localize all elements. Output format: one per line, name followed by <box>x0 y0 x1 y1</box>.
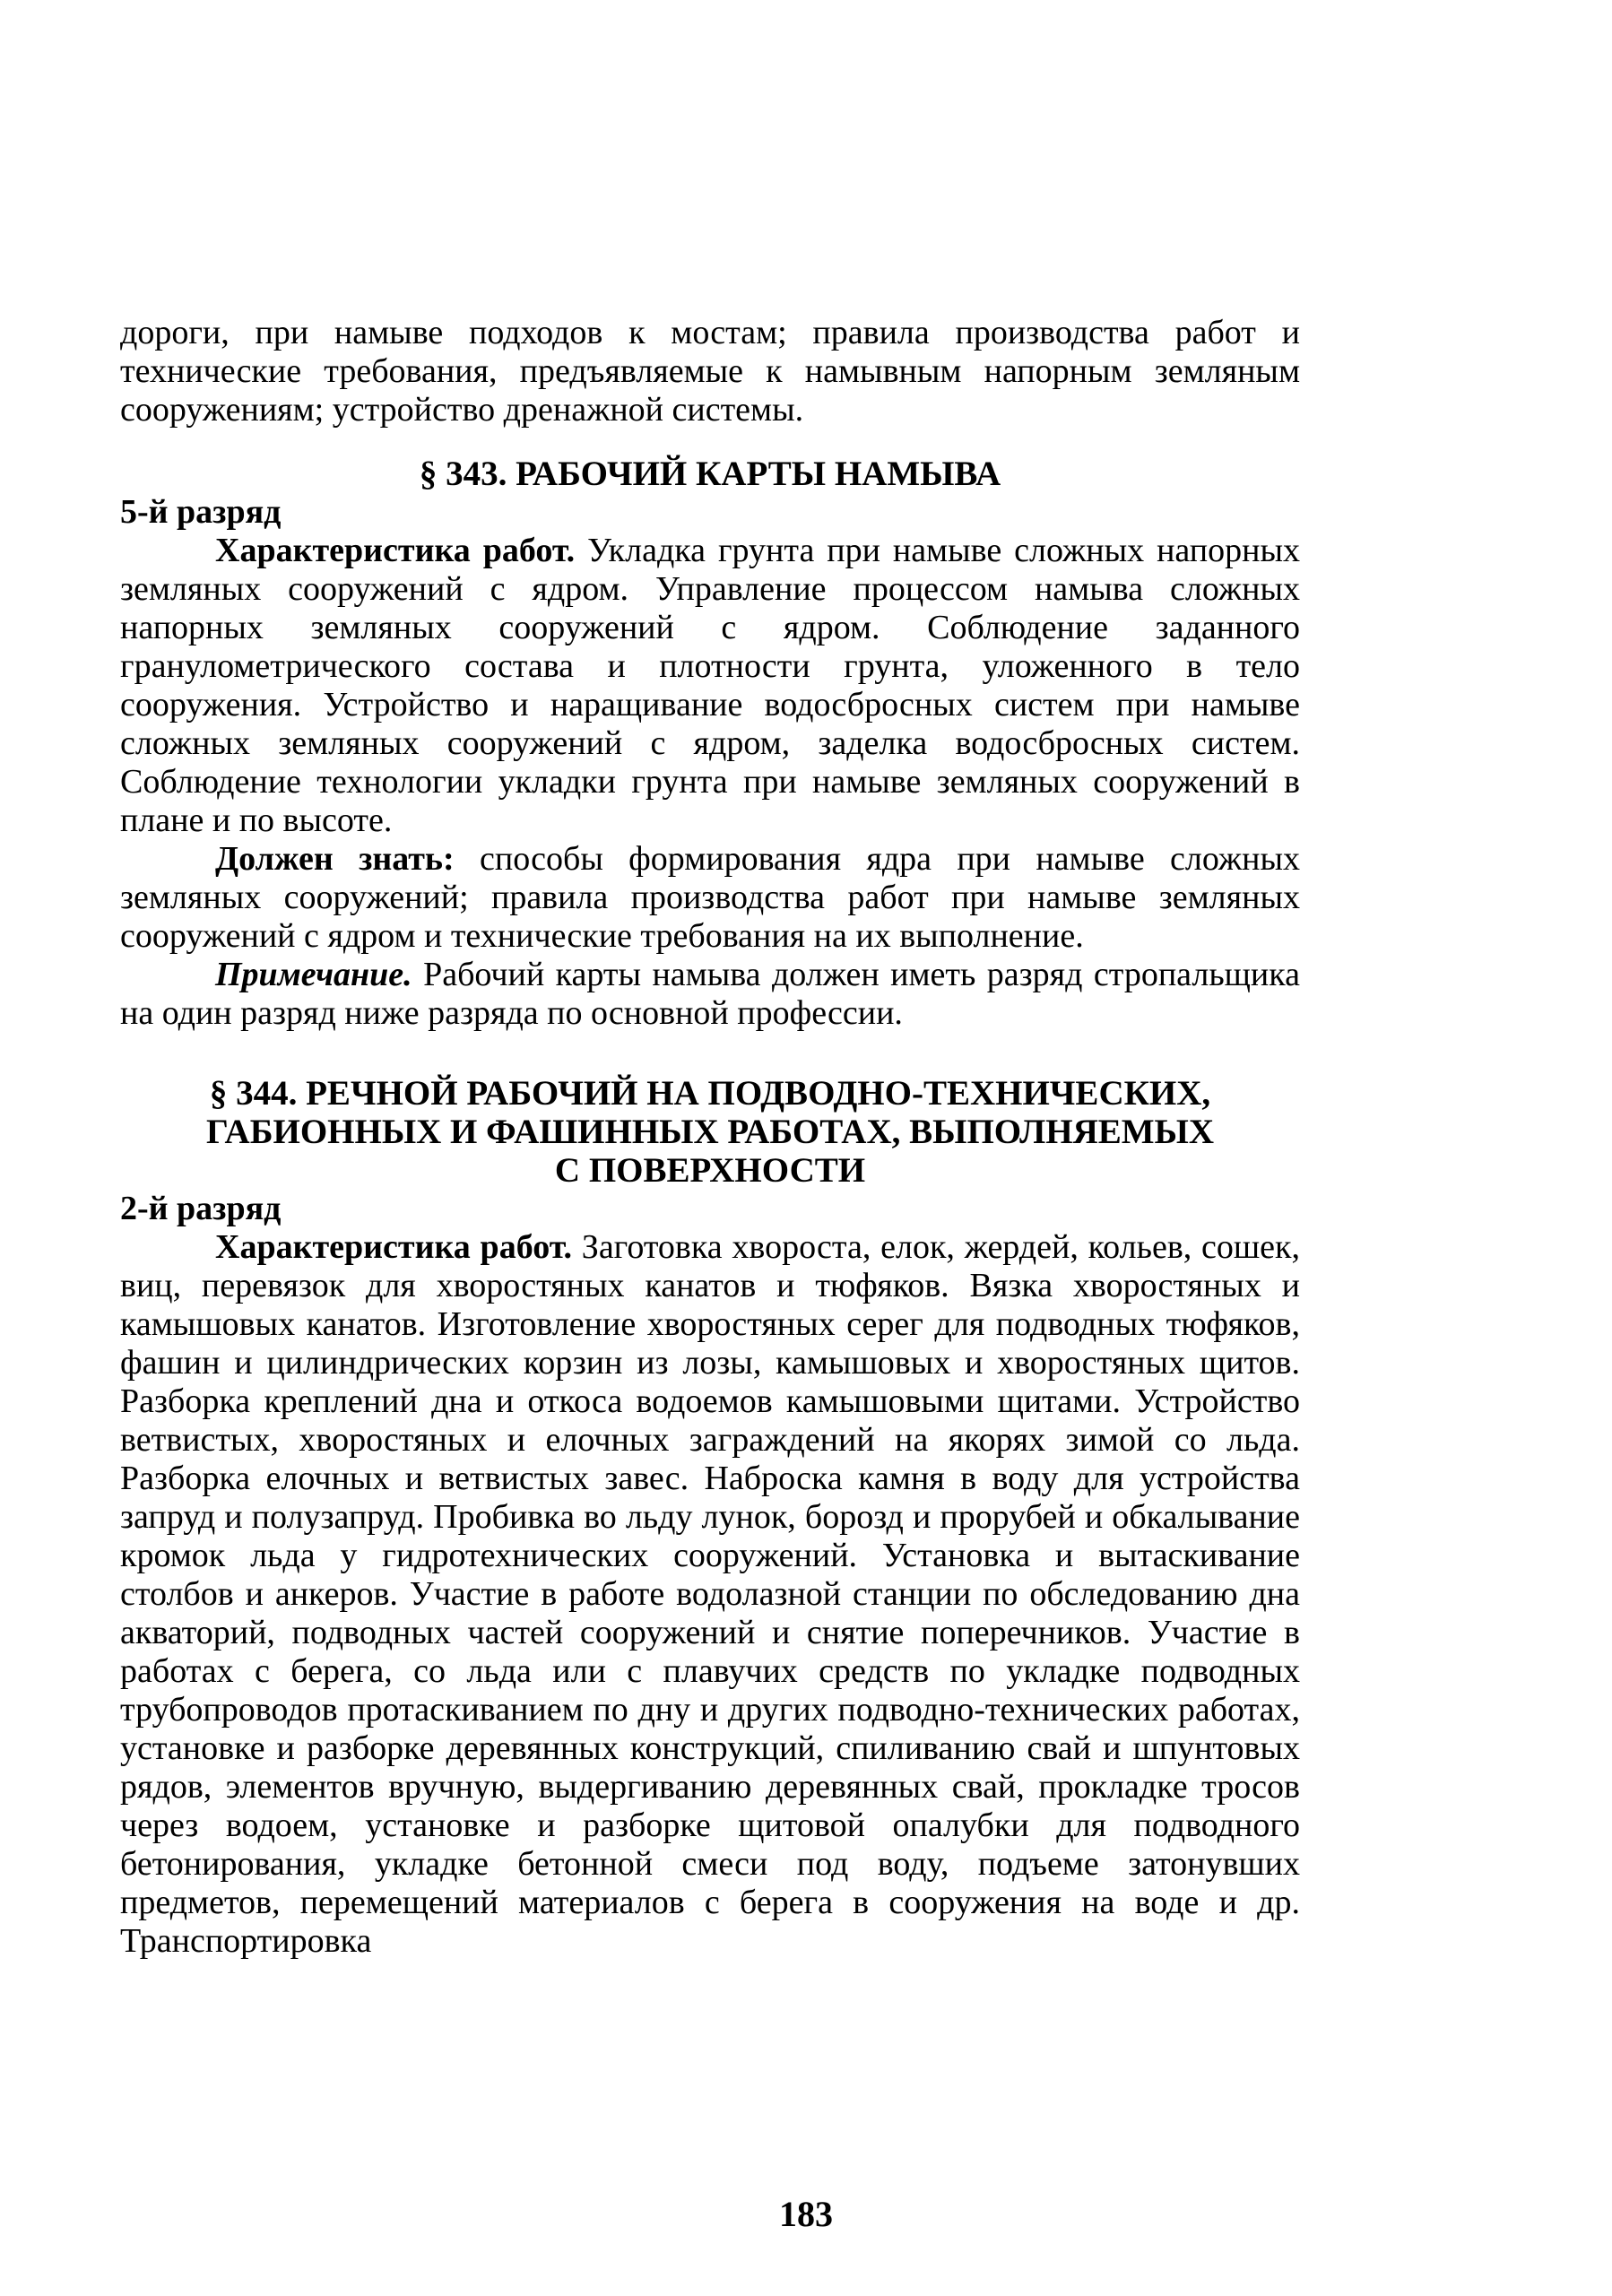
section-343-know-paragraph <box>120 840 1300 956</box>
section-343-title: § 343. РАБОЧИЙ КАРТЫ НАМЫВА <box>419 455 1001 493</box>
section-344-title-line-1: § 344. РЕЧНОЙ РАБОЧИЙ НА ПОДВОДНО-ТЕХНИЧЕСКИХ, <box>209 1074 1211 1113</box>
section-344-grade: 2-й разряд <box>120 1190 282 1227</box>
section-343-work-lead: Характеристика работ. <box>215 532 576 569</box>
section-343-note-paragraph <box>120 956 1300 1033</box>
section-343-note-lead: Примечание. <box>215 956 412 993</box>
section-343-work-paragraph <box>120 532 1300 840</box>
section-344-title <box>120 1074 1300 1190</box>
section-343-grade: 5-й разряд <box>120 493 282 531</box>
section-343-work-text: Укладка грунта при намыве сложных напорных земляных сооружений с ядром. Управление процессом намыва сложных напорных земляных сооружений с ядром. Соблюдение заданного гранулометрического состава и плотности грунта, уложенного в тело сооружения. Устройство и наращивание водосбросных систем при намыве сложных земляных сооружений с ядром, заделка водосбросных систем. Соблюдение технологии укладки грунта при намыве земляных сооружений в плане и по высоте. <box>120 532 1301 839</box>
page-number: 183 <box>779 2194 833 2234</box>
section-344-work-paragraph <box>120 1228 1300 1961</box>
section-343-know-text: способы формирования ядра при намыве сложных земляных сооружений; правила производства работ при намыве земляных сооружений с ядром и технические требования на их выполнение. <box>120 840 1300 955</box>
section-344-work-lead: Характеристика работ. <box>215 1228 572 1266</box>
section-344-work-text: Заготовка хвороста, елок, жердей, кольев, сошек, виц, перевязок для хворостяных канатов и тюфяков. Вязка хворостяных и камышовых канатов. Изготовление хворостяных серег для подводных тюфяков, фашин и цилиндрических корзин из лозы, камышовых и хворостяных щитов. Разборка креплений дна и откоса водоемов камышовыми щитами. Устройство ветвистых, хворостяных и елочных заграждений на якорях зимой со льда. Разборка елочных и ветвистых завес. Наброска камня в воду для устройства запруд и полузапруд. Пробивка во льду лунок, борозд и прорубей и обкалывание кромок льда у гидротехнических сооружений. Установка и вытаскивание столбов и анкеров. Участие в работе водолазной станции по обследованию дна акваторий, подводных частей сооружений и снятие поперечников. Участие в работах с берега, со льда или с плавучих средств по укладке подводных трубопроводов протаскиванием по дну и других подводно-технических работах, установке и разборке деревянных конструкций, спиливанию свай и шпунтовых рядов, элементов вручную, выдергиванию деревянных свай, прокладке тросов через водоем, установке и разборке щитовой опалубки для подводного бетонирования, укладке бетонной смеси под воду, подъеме затонувших предметов, перемещений материалов с берега в сооружения на воде и др. Транспортировка <box>120 1228 1300 1960</box>
section-343-note-text: Рабочий карты намыва должен иметь разряд стропальщика на один разряд ниже разряда по основной профессии. <box>120 956 1300 1032</box>
continuation-paragraph: дороги, при намыве подходов к мостам; правила производства работ и технические требования, предъявляемые к намывным напорным земляным сооружениям; устройство дренажной системы. <box>120 314 1300 429</box>
section-343-know-lead: Должен знать: <box>215 840 455 878</box>
page-content <box>120 314 1300 1961</box>
section-344-title-line-2: ГАБИОННЫХ И ФАШИННЫХ РАБОТАХ, ВЫПОЛНЯЕМЫХ <box>205 1113 1215 1151</box>
section-344-title-line-3: С ПОВЕРХНОСТИ <box>554 1151 866 1190</box>
